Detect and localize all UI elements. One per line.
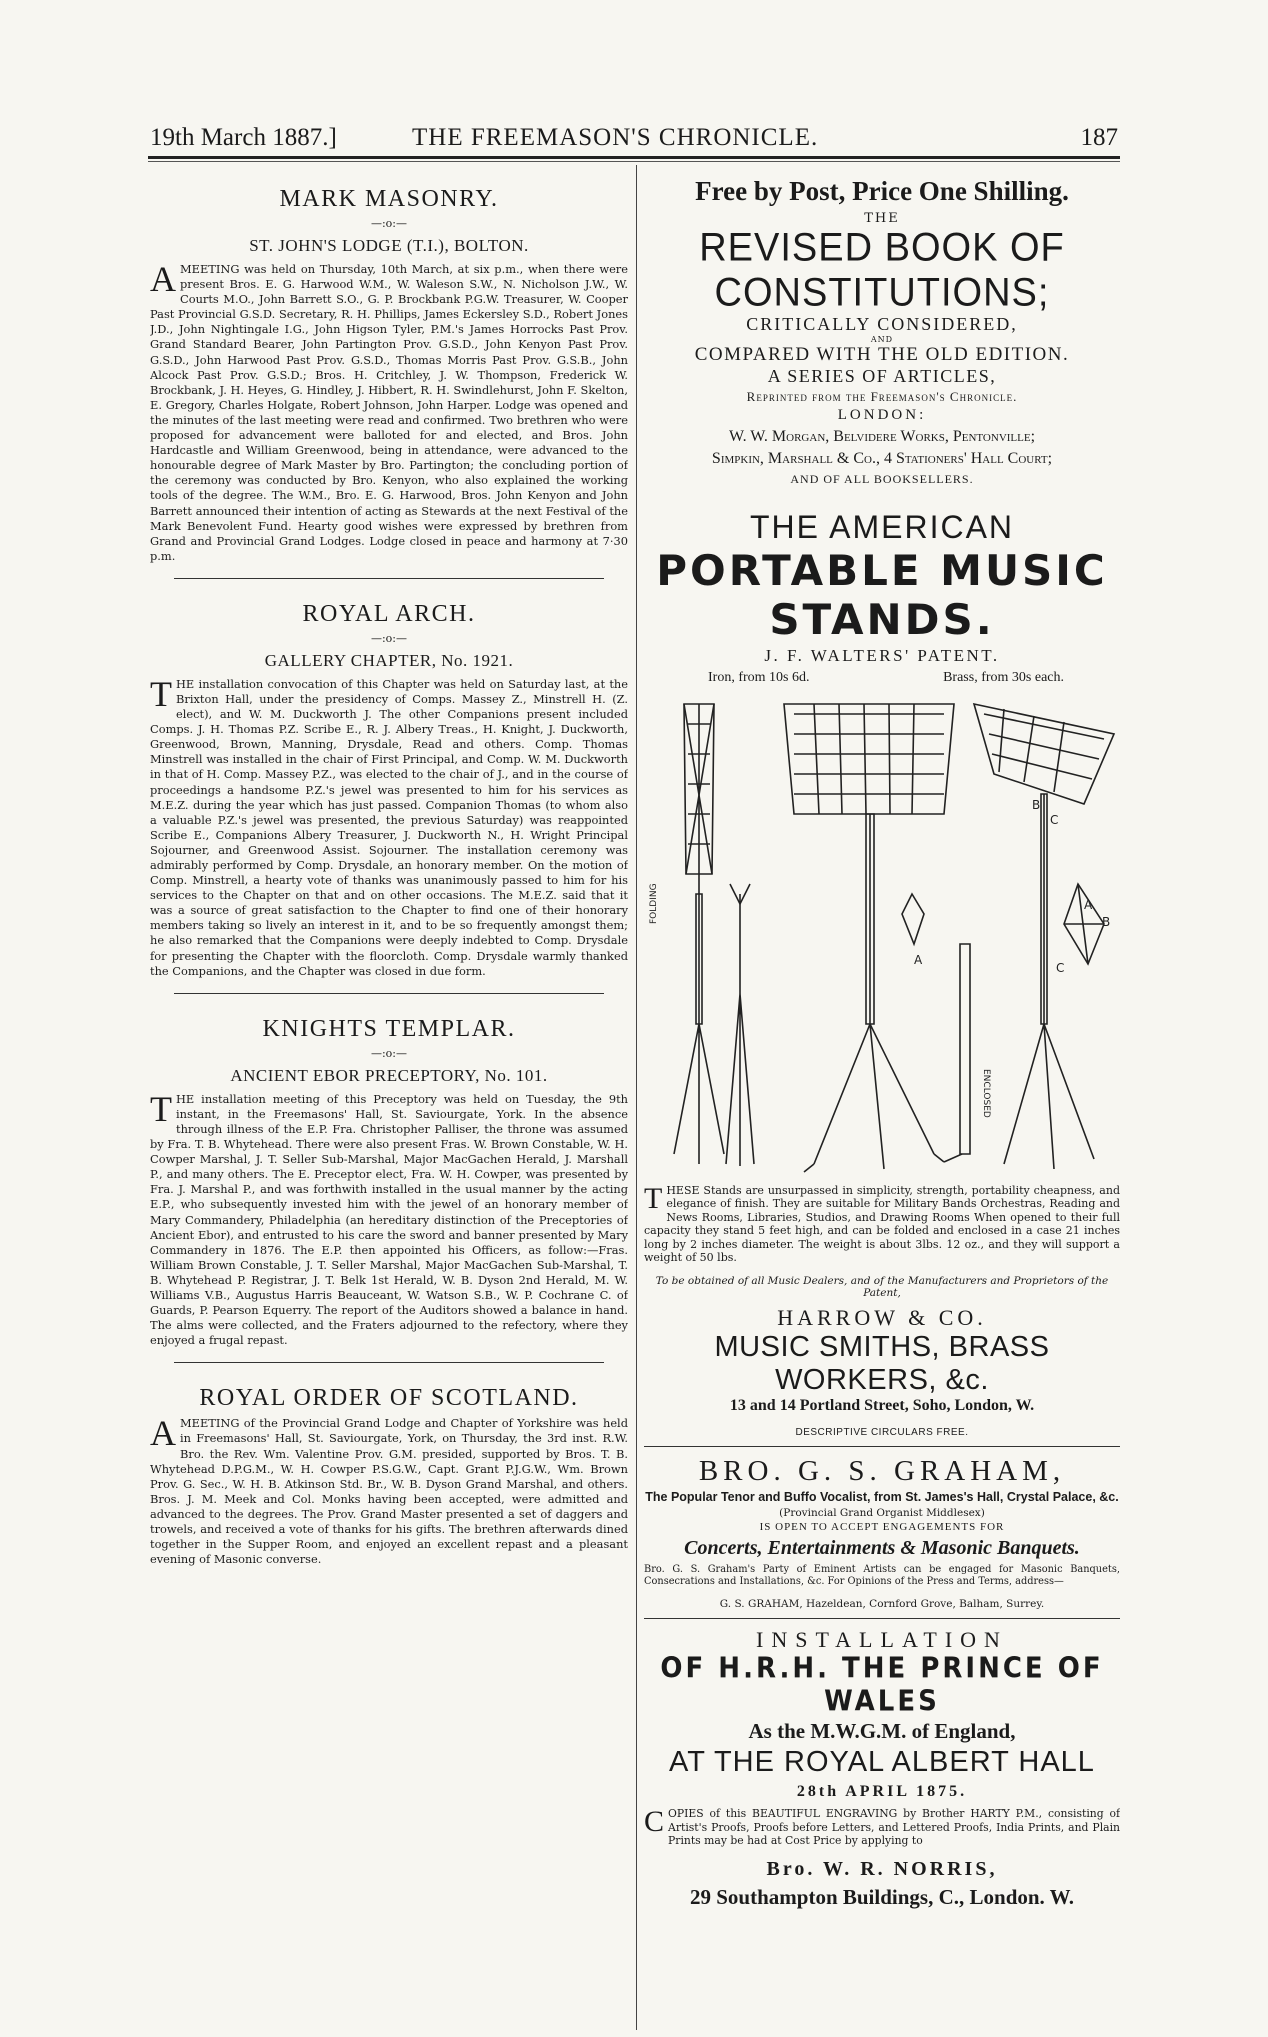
organist-line: (Provincial Grand Organist Middlesex): [779, 1507, 985, 1520]
article-body: AMEETING was held on Thursday, 10th March, at six p.m., when there were present Bros. E. G. Harwood W.M., W. Waleson S.W., N. Nicholson J.W., W. Courts M.O., John Barrett S.O., G. P. Brockbank P.G.W. Treasurer, W. Cooper Past Provincial G.S.D. Secretary, R. H. Phillips, James Eckersley S.D., Robert Jones J.D., John Nightingale I.G., John Higson Tyler, P.M.'s James Horrocks Past Prov. Grand Standard Bearer, John Partington Prov. G.S.D., John Kenyon Past Prov. G.S.D., John Harwood Past Prov. G.S.D., Thomas Morris Past Prov. G.S.B., John Alcock Past Prov. G.S.D.; Bros. H. Critchley, J. W. Thompson, Frederick W. Brockbank, J. H. Heyes, G. Hindley, J. Hibbert, R. H. Swindlehurst, John F. Skelton, E. Gregory, Charles Holgate, Robert Johnson, John Harper. Lodge was opened and the minutes of the last meeting were read and confirmed. Two brethren who were proposed for advancement were balloted for and elected, and Bros. John Hardcastle and William Greenwood, being in attendance, were advanced to the honourable degree of Mark Master by Bro. Partington; the concluding portion of the ceremony was conducted by Bro. Kenyon, who also explained the working tools of the degree. The W.M., Bro. E. G. Harwood, Bros. John Kenyon and John Barrett announced their intention of acting as Stewards at the next Festival of the Mark Benevolent Fund. Hearty good wishes were expressed by brethren from Grand and Provincial Grand Lodges. Lodge closed in peace and harmony at 7·30 p.m.: [150, 259, 628, 563]
installation-title: INSTALLATION: [756, 1627, 1008, 1653]
issue-date: 19th March 1887.]: [150, 124, 337, 151]
folding-stand-drawing: [674, 704, 724, 1164]
publisher-line-1: W. W. Morgan, Belvidere Works, Pentonville;: [728, 428, 1036, 445]
engagements-line: IS OPEN TO ACCEPT ENGAGEMENTS FOR: [759, 1521, 1005, 1534]
ornament: —:o:—: [370, 1046, 408, 1060]
right-stand-drawing: [974, 704, 1114, 1169]
enclosed-label: ENCLOSED: [981, 1069, 991, 1118]
section-title: ROYAL ORDER OF SCOTLAND.: [199, 1385, 579, 1412]
harrow-name: HARROW & CO.: [777, 1305, 987, 1331]
stand-label-c: C: [1050, 813, 1059, 827]
series-line: A SERIES OF ARTICLES,: [767, 366, 997, 386]
detail-label-a: A: [1084, 898, 1093, 912]
graham-name: BRO. G. S. GRAHAM,: [698, 1455, 1066, 1488]
obtain-note: To be obtained of all Music Dealers, and of the Manufacturers and Proprietors of the Patent,: [655, 1275, 1109, 1300]
preceptory-subtitle: ANCIENT EBOR PRECEPTORY, No. 101.: [230, 1065, 548, 1085]
lodge-subtitle: ST. JOHN'S LODGE (T.I.), BOLTON.: [249, 236, 529, 255]
concerts-line: Concerts, Entertainments & Masonic Banquets.: [684, 1537, 1080, 1560]
bracket-detail-drawing: [902, 884, 1104, 964]
drop-cap: A: [150, 1413, 176, 1454]
compared-line: COMPARED WITH THE OLD EDITION.: [694, 344, 1070, 365]
booksellers-line: AND OF ALL BOOKSELLERS.: [790, 472, 974, 486]
music-smiths-line: MUSIC SMITHS, BRASS WORKERS, &c.: [714, 1331, 1050, 1397]
separator: [174, 993, 604, 994]
mwgm-line: As the M.W.G.M. of England,: [748, 1719, 1016, 1744]
publisher-line-2: Simpkin, Marshall & Co., 4 Stationers' Hall Court;: [711, 450, 1053, 467]
norris-address: 29 Southampton Buildings, C., London. W.: [690, 1885, 1074, 1910]
folded-stand-drawing: [726, 884, 754, 1166]
enclosed-case-drawing: [944, 944, 970, 1162]
drop-cap: A: [150, 259, 176, 299]
page-header: [150, 122, 1118, 156]
graham-advertisement: [644, 1455, 1120, 1619]
folding-label: FOLDING: [649, 883, 659, 924]
norris-name: Bro. W. R. NORRIS,: [766, 1858, 998, 1881]
detail-label-b: B: [1102, 915, 1111, 929]
drop-cap: T: [644, 1182, 663, 1215]
brass-price: Brass, from 30s each.: [943, 670, 1064, 685]
prince-line: OF H.R.H. THE PRINCE OF WALES: [660, 1652, 1104, 1719]
price-row: [644, 670, 1120, 688]
drop-cap: C: [644, 1805, 665, 1839]
music-stands-illustration: [644, 694, 1120, 1180]
drop-cap: T: [150, 673, 172, 714]
section-title: KNIGHTS TEMPLAR.: [262, 1015, 516, 1042]
ornament: —:o:—: [370, 631, 408, 645]
royal-arch-article: [150, 601, 628, 994]
london-line: LONDON:: [837, 407, 927, 423]
article-body: AMEETING of the Provincial Grand Lodge and Chapter of Yorkshire was held in Freemasons' Hall, St. Saviourgate, York, on Thursday, the 3rd inst. R.W. Bro. the Rev. Wm. Valentine Prov. G.M. presided, supported by Bros. T. B. Whytehead D.P.G.M., W. H. Cowper P.S.G.W., Capt. Grant P.J.G.W., Wm. Brown Prov. G. Sec., W. H. B. Atkinson Std. Br., W. B. Dyson Grand Marshal, and others. Bros. J. M. Meek and Col. Monks having been accepted, were admitted and advanced to the degrees. The Prov. Grand Master presented a set of daggers and trowels, and received a vote of thanks for his gifts. The brethren afterwards dined together in the Supper Room, and enjoyed an excellent repast and a pleasant evening of Masonic converse.: [150, 1413, 628, 1567]
iron-price: Iron, from 10s 6d.: [708, 670, 810, 685]
circulars-line: DESCRIPTIVE CIRCULARS FREE.: [795, 1427, 969, 1439]
stand-label-b: B: [1032, 798, 1041, 812]
section-title: MARK MASONRY.: [279, 186, 499, 212]
ad-the: THE: [864, 211, 900, 226]
patent-line: J. F. WALTERS' PATENT.: [764, 646, 1000, 665]
albert-hall-line: AT THE ROYAL ALBERT HALL: [669, 1746, 1095, 1779]
mark-masonry-article: [150, 186, 628, 579]
ad-rule: [644, 1618, 1120, 1619]
ornament: —:o:—: [370, 217, 408, 230]
page-number: 187: [1080, 124, 1118, 151]
music-stands-advertisement: [644, 509, 1120, 1447]
chapter-subtitle: GALLERY CHAPTER, No. 1921.: [264, 650, 514, 670]
book-title: REVISED BOOK OF CONSTITUTIONS;: [699, 225, 1065, 316]
publication-title: THE FREEMASON'S CHRONICLE.: [412, 124, 819, 151]
and-line: AND: [870, 335, 894, 344]
left-column: [150, 170, 628, 1567]
stands-title: PORTABLE MUSIC STANDS.: [656, 546, 1108, 644]
separator: [174, 1362, 604, 1363]
article-body: THE installation meeting of this Preceptory was held on Tuesday, the 9th instant, in the Freemasons' Hall, St. Saviourgate, York. In the absence through illness of the E.P. Fra. Christopher Palliser, the throne was assumed by Fra. T. B. Whytehead. There were also present Fras. W. Brown Constable, W. H. Cowper Marshal, J. T. Seller Sub-Marshal, Major MacGachen Herald, J. Marshall P., and many others. The E. Preceptor elect, Fra. W. H. Cowper, was presented by Fra. J. Marshal P., and was forthwith installed in the usual manner by the acting E.P., who subsequently invested him with the jewel of an honorary member of Mary Commandery, Philadelphia (an hereditary distinction of the Preceptories of Ancient Ebor), and entrusted to his care the sword and banner presented by Mary Commandery in 1876. The E.P. then appointed his Officers, as follow:—Fras. William Brown Constable, J. T. Seller Marshal, Major MacGachen Sub-Marshal, T. B. Whytehead P. Registrar, J. T. Belk 1st Herald, W. B. Dyson 2nd Herald, M. W. Williams V.B., Augustus Harris Beauceant, W. Watson S.B., W. P. Cochrane C. of Guards, P. Pearson Equerry. The report of the Auditors showed a balance in hand. The alms were collected, and the Fraters adjourned to the refectory, where they enjoyed a frugal repast.: [150, 1088, 628, 1348]
stand-label-a: A: [914, 953, 923, 967]
header-rule: [148, 156, 1120, 159]
drop-cap: T: [150, 1088, 172, 1129]
graham-address: G. S. GRAHAM, Hazeldean, Cornford Grove, Balham, Surrey.: [719, 1598, 1045, 1611]
article-body: THE installation convocation of this Chapter was held on Saturday last, at the Brixton Hall, under the presidency of Comps. Massey Z., Minstrell H. (Z. elect), and W. M. Duckworth J. The other Companions present included Comps. J. H. Thomas P.Z. Scribe E., R. J. Albery Treas., H. Knight, J. Duckworth, Greenwood, Brown, Manning, Drysdale, Read and others. Comp. Thomas Minstrell was installed in the chair of First Principal, and Comp. W. M. Duckworth in that of H. Comp. Massey P.Z., was elected to the chair of J., and in the course of proceedings a handsome P.Z.'s jewel was presented to him for his services as M.E.Z. during the year which has just passed. Companion Thomas (to whom also a valuable P.Z.'s jewel was presented, the previous Saturday) was reappointed Scribe E., Companions Albery Treasurer, J. Duckworth N., H. Wright Principal Sojourner, and Greenwood Assist. Sojourner. The installation ceremony was admirably performed by Comp. Drysdale, an honorary member. On the motion of Comp. Minstrell, a hearty vote of thanks was unanimously passed to him for his services to the Chapter on that and on other occasions. The M.E.Z. said that it was a source of great satisfaction to the Chapter to find one of their honorary members taking so lively an interest in it, and to be so frequently amongst them; he also remarked that the Companions were deeply indebted to Comp. Drysdale for presenting the Chapter with the floorcloth. Comp. Drysdale warmly thanked the Companions, and the Chapter was closed in due form.: [150, 673, 628, 978]
copies-description: COPIES of this BEAUTIFUL ENGRAVING by Brother HARTY P.M., consisting of Artist's Proofs, Proofs before Letters, and Lettered Proofs, India Prints, and Plain Prints may be had at Cost Price by applying to: [644, 1805, 1120, 1848]
tenor-line: The Popular Tenor and Buffo Vocalist, from St. James's Hall, Crystal Palace, &c.: [645, 1490, 1119, 1505]
header-rule-thin: [148, 161, 1120, 162]
critically-line: CRITICALLY CONSIDERED,: [746, 314, 1018, 334]
installation-date: 28th APRIL 1875.: [796, 1783, 968, 1801]
stands-description: THESE Stands are unsurpassed in simplicity, strength, portability cheapness, and elegance of finish. They are suitable for Military Bands Orchestras, Reading and News Rooms, Libraries, Studios, and Drawing Rooms When opened to their full capacity they stand 5 feet high, and can be folded and enclosed in a case 21 inches long by 2 inches diameter. The weight is about 3lbs. 12 oz., and they will support a weight of 50 lbs.: [644, 1182, 1120, 1265]
constitutions-advertisement: [644, 176, 1120, 487]
portland-address: 13 and 14 Portland Street, Soho, London, W.: [729, 1397, 1035, 1415]
knights-templar-article: [150, 1016, 628, 1364]
reprinted-line: Reprinted from the Freemason's Chronicle.: [746, 389, 1018, 404]
right-column: [644, 170, 1120, 1910]
music-stands-engraving: [644, 694, 1120, 1180]
royal-order-scotland-article: [150, 1385, 628, 1567]
detail-label-c: C: [1056, 961, 1065, 975]
separator: [174, 578, 604, 579]
american-heading: THE AMERICAN: [749, 509, 1015, 545]
section-title: ROYAL ARCH.: [302, 600, 476, 627]
open-stand-drawing: [784, 704, 954, 1172]
installation-advertisement: [644, 1627, 1120, 1910]
price-line: Free by Post, Price One Shilling.: [695, 176, 1069, 206]
ad-rule: [644, 1446, 1120, 1447]
column-divider: [636, 165, 637, 2030]
party-description: Bro. G. S. Graham's Party of Eminent Artists can be engaged for Masonic Banquets, Consecrations and Installations, &c. For Opinions of the Press and Terms, address—: [644, 1564, 1120, 1588]
